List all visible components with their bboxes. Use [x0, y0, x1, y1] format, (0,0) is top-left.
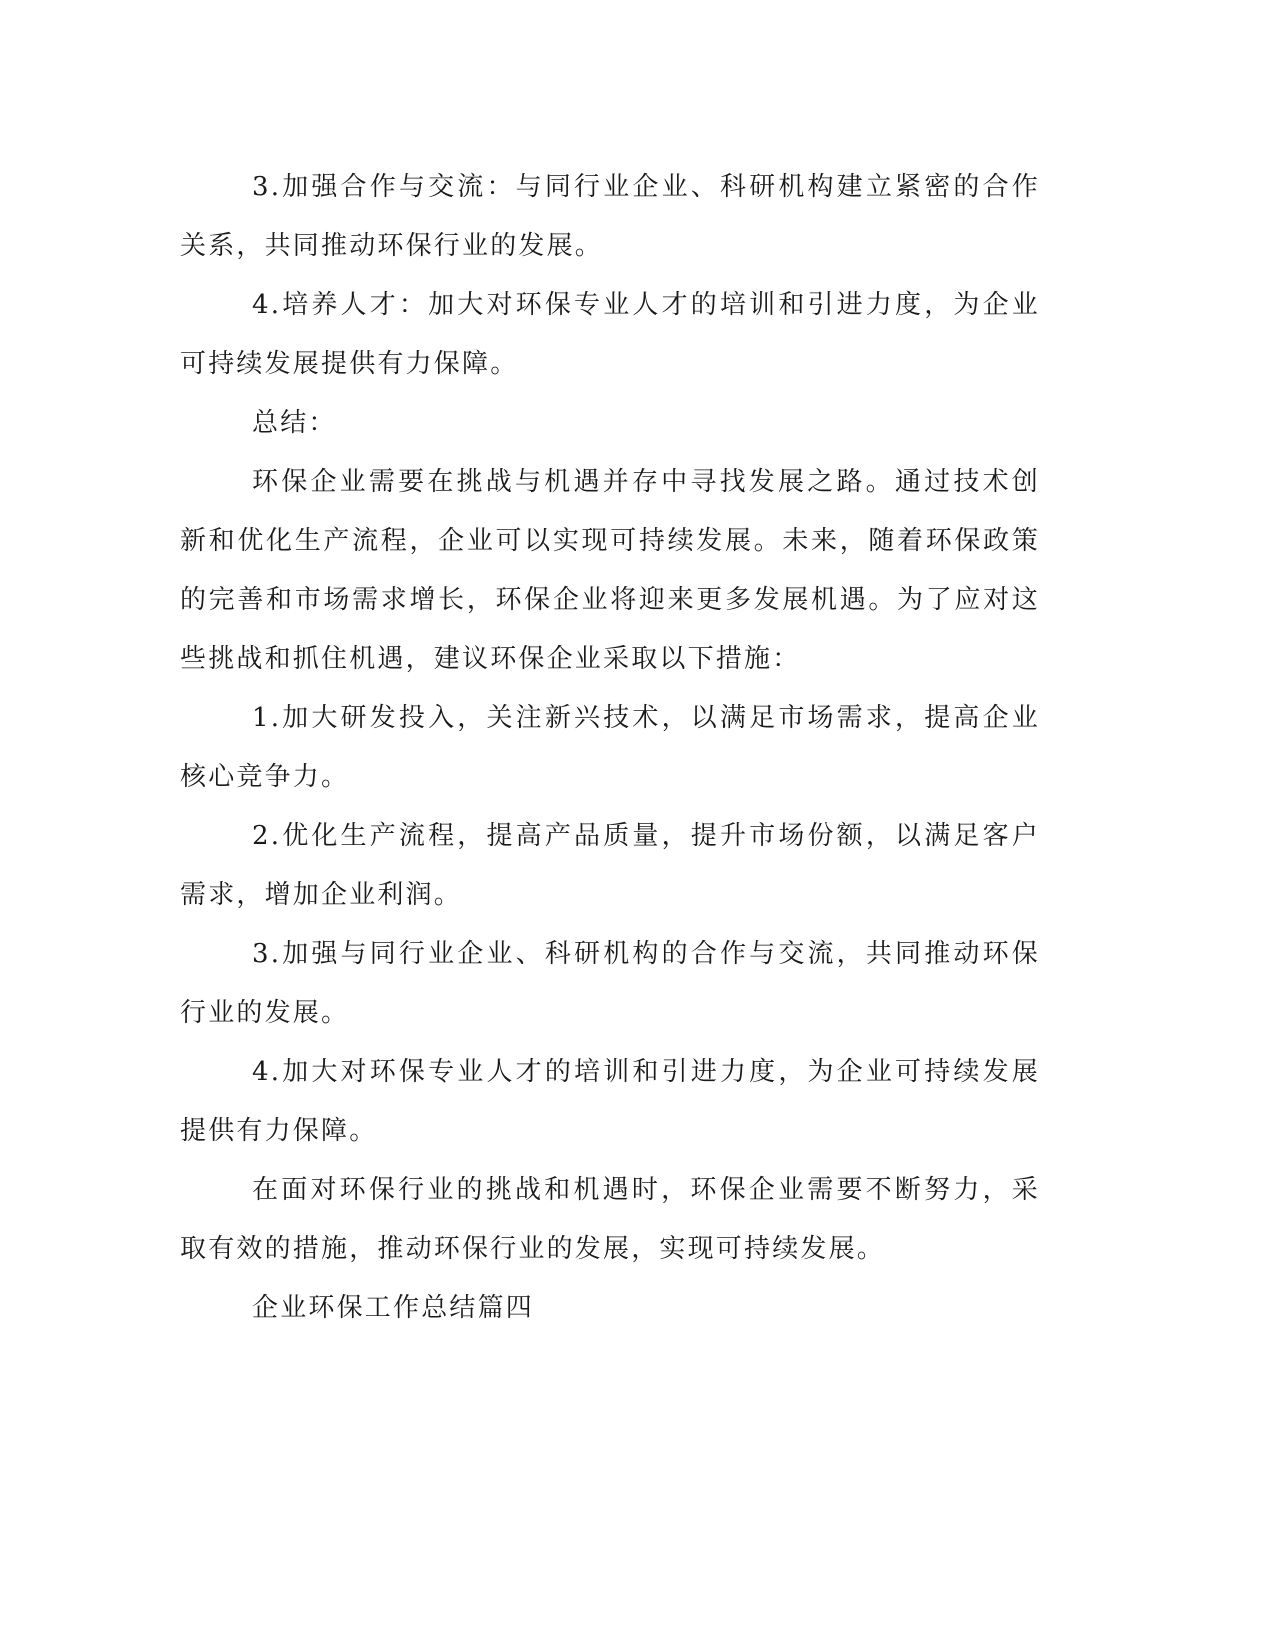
measure-item-2: 2.优化生产流程，提高产品质量，提升市场份额，以满足客户需求，增加企业利润。: [180, 821, 1040, 910]
measure-item-4: 4.加大对环保专业人才的培训和引进力度，为企业可持续发展提供有力保障。: [180, 1057, 1040, 1146]
section-title: 企业环保工作总结篇四: [252, 1293, 535, 1323]
document-body: [180, 158, 1040, 1338]
paragraph-summary: 环保企业需要在挑战与机遇并存中寻找发展之路。通过技术创新和优化生产流程，企业可以实现可持续发展。未来，随着环保政策的完善和市场需求增长，环保企业将迎来更多发展机遇。为了应对这些挑战和抓住机遇，建议环保企业采取以下措施：: [180, 467, 1040, 674]
measure-item-3: 3.加强与同行业企业、科研机构的合作与交流，共同推动环保行业的发展。: [180, 939, 1040, 1028]
measure-item-1: 1.加大研发投入，关注新兴技术，以满足市场需求，提高企业核心竞争力。: [180, 703, 1040, 792]
summary-heading: 总结：: [252, 408, 337, 438]
paragraph-talent: 4.培养人才：加大对环保专业人才的培训和引进力度，为企业可持续发展提供有力保障。: [180, 290, 1040, 379]
paragraph-cooperation: 3.加强合作与交流：与同行业企业、科研机构建立紧密的合作关系，共同推动环保行业的发展。: [180, 172, 1040, 261]
paragraph-conclusion: 在面对环保行业的挑战和机遇时，环保企业需要不断努力，采取有效的措施，推动环保行业的发展，实现可持续发展。: [180, 1175, 1040, 1264]
